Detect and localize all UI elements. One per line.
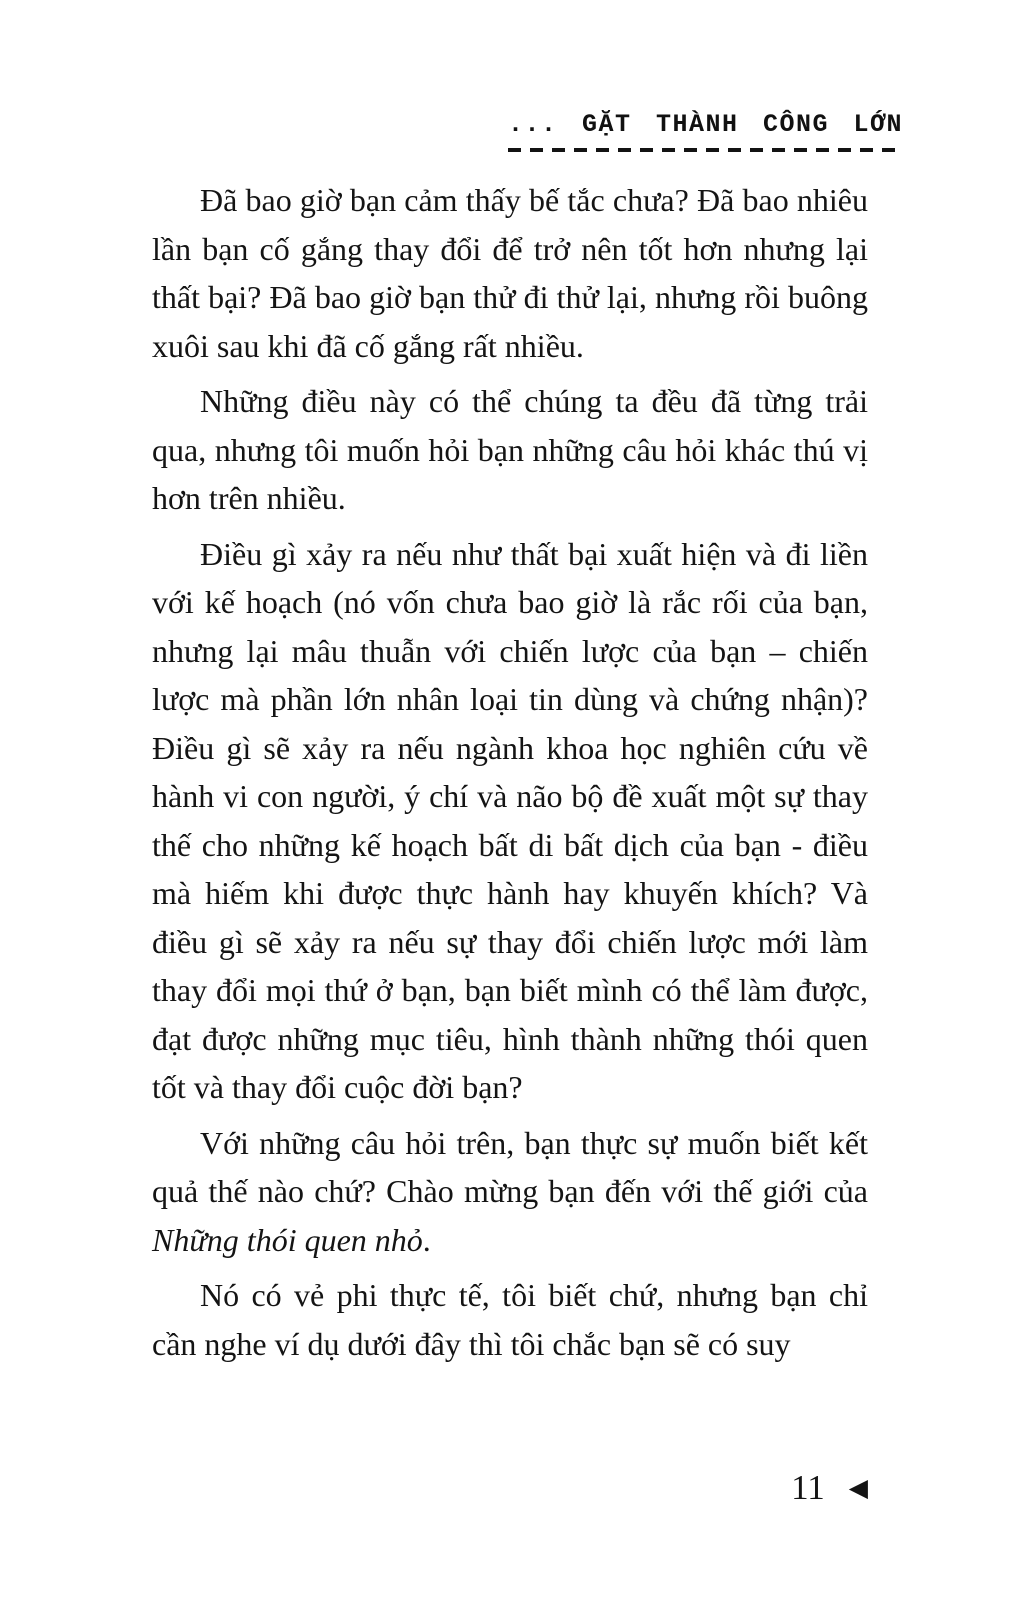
left-triangle-icon: ◀ bbox=[848, 1474, 868, 1502]
paragraph-3-text: Điều gì xảy ra nếu như thất bại xuất hiện và đi liền với kế hoạch (nó vốn chưa bao giờ là rắc rối của bạn, nhưng lại mâu thuẫn với chiến lược của bạn – chiến lược mà phần lớn nhân loại tin dùng và chứng nhận)? Điều gì sẽ xảy ra nếu ngành khoa học nghiên cứu về hành vi con người, ý chí và não bộ đề xuất một sự thay thế cho những kế hoạch bất di bất dịch của bạn - điều mà hiếm khi được thực hành hay khuyến khích? Và điều gì sẽ xảy ra nếu sự thay đổi chiến lược mới làm thay đổi mọi thứ ở bạn, bạn biết mình có thể làm được, đạt được những mục tiêu, hình thành những thói quen tốt và thay đổi cuộc đời bạn? bbox=[152, 535, 868, 1105]
paragraph-4-text-lead: Với những câu hỏi trên, bạn thực sự muốn biết kết quả thế nào chứ? Chào mừng bạn đến với thế giới của bbox=[152, 1124, 868, 1209]
paragraph-1-text: Đã bao giờ bạn cảm thấy bế tắc chưa? Đã bao nhiêu lần bạn cố gắng thay đổi để trở nên tốt hơn nhưng lại thất bại? Đã bao giờ bạn thử đi thử lại, nhưng rồi buông xuôi sau khi đã cố gắng rất nhiều. bbox=[152, 182, 868, 364]
page-body bbox=[152, 176, 868, 1375]
book-title-italic: Những thói quen nhỏ bbox=[152, 1221, 423, 1258]
dashed-divider bbox=[508, 148, 900, 152]
running-header-title: ... GẶT THÀNH CÔNG LỚN bbox=[508, 110, 904, 139]
page-number: 11 bbox=[791, 1468, 825, 1507]
paragraph-4-text-tail: . bbox=[422, 1221, 431, 1258]
running-header bbox=[508, 110, 904, 152]
paragraph-5 bbox=[152, 1271, 868, 1368]
page-footer bbox=[791, 1468, 868, 1508]
paragraph-3 bbox=[152, 530, 868, 1112]
paragraph-1 bbox=[152, 176, 868, 370]
paragraph-2-text: Những điều này có thể chúng ta đều đã từng trải qua, nhưng tôi muốn hỏi bạn những câu hỏi khác thú vị hơn trên nhiều. bbox=[152, 383, 868, 516]
paragraph-4 bbox=[152, 1119, 868, 1265]
paragraph-5-text: Nó có vẻ phi thực tế, tôi biết chứ, nhưng bạn chỉ cần nghe ví dụ dưới đây thì tôi chắc bạn sẽ có suy bbox=[152, 1277, 868, 1362]
paragraph-2 bbox=[152, 377, 868, 523]
